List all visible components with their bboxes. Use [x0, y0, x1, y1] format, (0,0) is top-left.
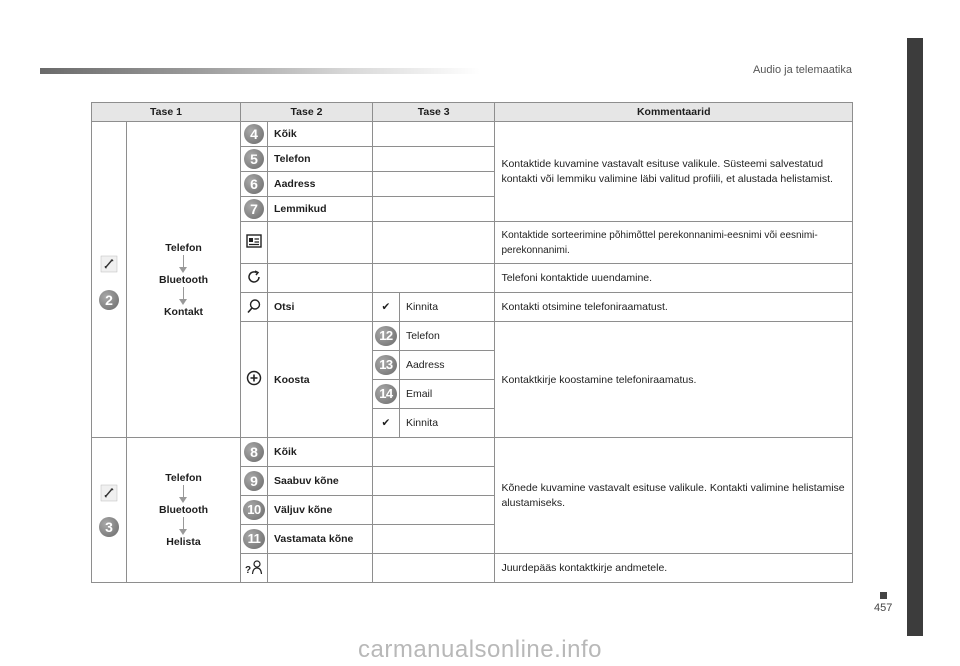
- menu-item-telefon[interactable]: Telefon: [268, 147, 373, 172]
- checkmark-icon: ✔: [372, 409, 399, 438]
- badge-cell: [241, 122, 268, 147]
- badge-4: 4: [244, 124, 264, 144]
- menu-item-aadress-create[interactable]: Aadress: [399, 351, 495, 380]
- table-header-row: [92, 103, 853, 122]
- chain-step-helista: Helista: [166, 536, 201, 548]
- page-number: 457: [874, 602, 893, 614]
- comment-refresh: Telefoni kontaktide uuendamine.: [495, 264, 853, 293]
- menu-item-otsi[interactable]: Otsi: [268, 293, 373, 322]
- table-row: [92, 122, 853, 147]
- checkmark-icon: ✔: [372, 293, 399, 322]
- chain-step-telefon: Telefon: [165, 241, 202, 254]
- comment-filter: Kontaktide kuvamine vastavalt esituse valikule. Süsteemi salvestatud kontakti või lemmiku valimine läbi valitud profiili, et alustada helistamist.: [495, 122, 853, 222]
- section-title: Audio ja telemaatika: [752, 64, 852, 76]
- col-header-comments: Kommentaarid: [495, 103, 853, 122]
- badge-8: 8: [244, 442, 264, 462]
- menu-item-kinnita[interactable]: Kinnita: [399, 293, 495, 322]
- menu-item-aadress[interactable]: Aadress: [268, 172, 373, 197]
- level1-cell: [92, 438, 127, 583]
- arrow-down-icon: [183, 517, 184, 531]
- menu-item-koik[interactable]: Kõik: [268, 122, 373, 147]
- menu-item-kinnita-create[interactable]: Kinnita: [399, 409, 495, 438]
- badge-14: 14: [375, 384, 397, 404]
- watermark: carmanualsonline.info: [358, 636, 602, 663]
- comment-calls: Kõnede kuvamine vastavalt esituse valikule. Kontakti valimine helistamise alustamiseks.: [495, 438, 853, 554]
- menu-item-lemmikud[interactable]: Lemmikud: [268, 197, 373, 222]
- header-gradient-bar: [40, 68, 480, 74]
- menu-table: [91, 102, 853, 583]
- badge-3: 3: [99, 517, 119, 537]
- menu-item-email-create[interactable]: Email: [399, 380, 495, 409]
- add-contact-icon[interactable]: [241, 322, 268, 438]
- badge-6: 6: [244, 174, 264, 194]
- menu-item-koik-calls[interactable]: Kõik: [268, 438, 373, 467]
- badge-12: 12: [375, 326, 397, 346]
- chain-step-telefon: Telefon: [165, 472, 202, 484]
- col-header-level1: Tase 1: [92, 103, 241, 122]
- comment-sort: Kontaktide sorteerimine põhimõttel perekonnanimi-eesnimi või eesnimi-perekonnanimi.: [495, 222, 853, 264]
- badge-10: 10: [243, 500, 265, 520]
- badge-5: 5: [244, 149, 264, 169]
- chapter-sidebar-tab: [907, 38, 923, 636]
- arrow-down-icon: [183, 287, 184, 301]
- badge-13: 13: [375, 355, 397, 375]
- comment-create: Kontaktkirje koostamine telefoniraamatus.: [495, 322, 853, 438]
- contact-details-icon[interactable]: [241, 554, 268, 583]
- level2-chain-calls: [127, 438, 241, 583]
- menu-item-koosta[interactable]: Koosta: [268, 322, 373, 438]
- level2-chain-contacts: [127, 122, 241, 438]
- svg-text:?: ?: [245, 564, 252, 575]
- phone-icon: [98, 255, 120, 276]
- sort-icon[interactable]: [241, 222, 268, 264]
- chain-step-kontakt: Kontakt: [163, 305, 204, 318]
- menu-item-telefon-create[interactable]: Telefon: [399, 322, 495, 351]
- chain-step-bluetooth: Bluetooth: [159, 504, 208, 516]
- page-marker: [880, 592, 887, 599]
- comment-search: Kontakti otsimine telefoniraamatust.: [495, 293, 853, 322]
- col-header-level2: Tase 2: [241, 103, 373, 122]
- menu-item-vastamata-kone[interactable]: Vastamata kõne: [268, 525, 373, 554]
- phone-icon: [98, 484, 120, 505]
- arrow-down-icon: [183, 485, 184, 499]
- comment-details: Juurdepääs kontaktkirje andmetele.: [495, 554, 853, 583]
- menu-item-saabuv-kone[interactable]: Saabuv kõne: [268, 467, 373, 496]
- badge-11: 11: [243, 529, 265, 549]
- menu-item-valjuv-kone[interactable]: Väljuv kõne: [268, 496, 373, 525]
- table-row: [92, 438, 853, 467]
- arrow-down-icon: [183, 255, 184, 269]
- chain-step-bluetooth: Bluetooth: [159, 273, 208, 286]
- badge-7: 7: [244, 199, 264, 219]
- col-header-level3: Tase 3: [372, 103, 495, 122]
- search-icon[interactable]: [241, 293, 268, 322]
- badge-2: 2: [99, 290, 119, 310]
- refresh-icon[interactable]: [241, 264, 268, 293]
- badge-9: 9: [244, 471, 264, 491]
- level1-cell: [92, 122, 127, 438]
